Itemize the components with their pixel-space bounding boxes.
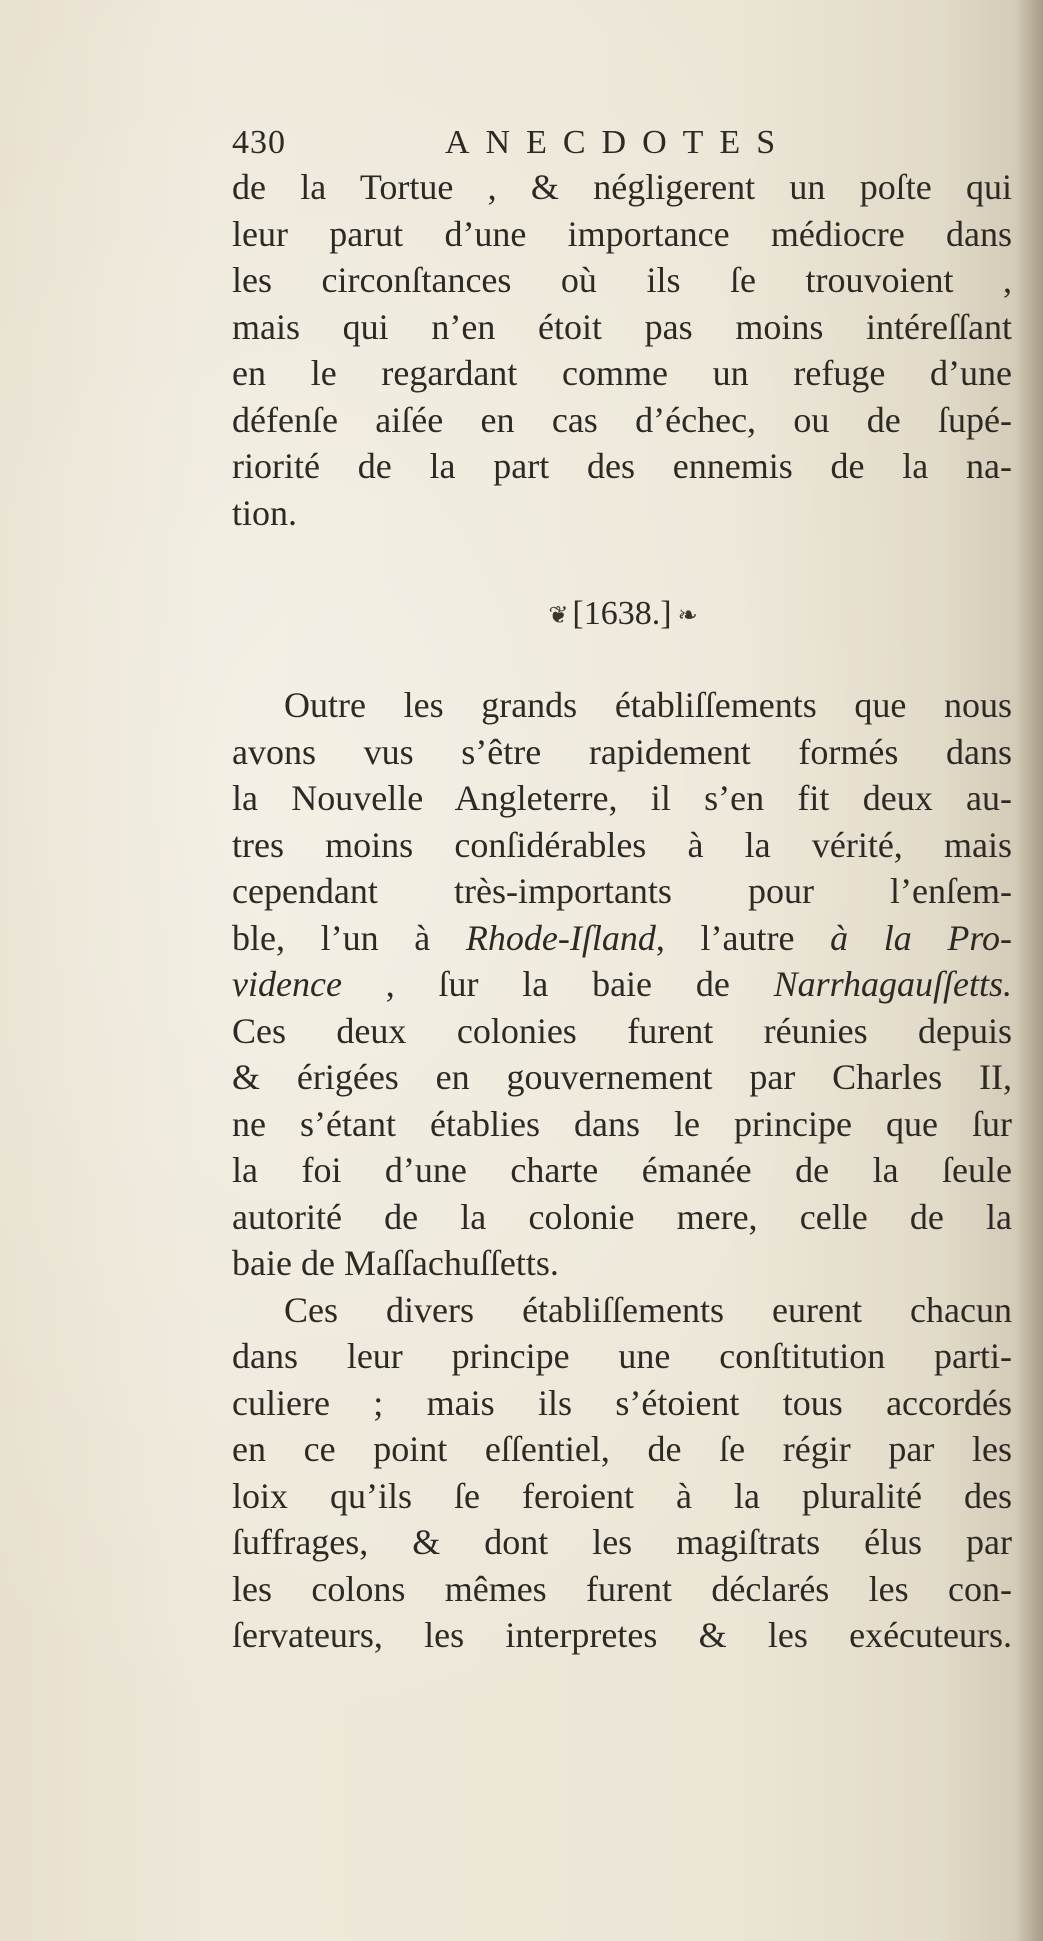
text-line xyxy=(232,961,1012,1008)
place-name-narrhagaussetts: Narrhagauſſetts. xyxy=(773,964,1012,1004)
text-line: ſervateurs, les interpretes & les exécuteurs. xyxy=(232,1615,1012,1655)
page-gutter-shadow xyxy=(1015,0,1043,1941)
running-title: ANECDOTES xyxy=(445,124,792,161)
text-line: Ces divers établiſſements eurent chacun xyxy=(284,1289,1012,1330)
year-label: [1638.] xyxy=(572,595,672,632)
paragraph-2 xyxy=(232,682,1012,1659)
place-name-providence-cont: vidence xyxy=(232,964,342,1004)
text-line: autorité de la colonie mere, celle de la xyxy=(232,1196,1012,1237)
text-line: avons vus s’être rapidement formés dans xyxy=(232,731,1012,772)
text-line: tion. xyxy=(232,492,298,533)
text-line xyxy=(232,915,1012,962)
text-line: cependant très-importants pour l’enſem- xyxy=(232,871,1012,911)
text-line: en ce point eſſentiel, de ſe régir par les xyxy=(232,1429,1012,1469)
text-line: loix qu’ils ſe feroient à la pluralité des xyxy=(232,1475,1012,1516)
text-line: Ces deux colonies furent réunies depuis xyxy=(232,1010,1012,1051)
text-line: de la Tortue , & négligerent un poſte qui xyxy=(232,167,1012,207)
text-line: ne s’étant établies dans le principe que ſur xyxy=(232,1103,1012,1144)
paragraph-1 xyxy=(232,164,1012,536)
text-line: la foi d’une charte émanée de la ſeule xyxy=(232,1150,1012,1190)
text-run: ble, l’un à xyxy=(232,917,466,958)
text-line: & érigées en gouvernement par Charles II, xyxy=(232,1057,1012,1097)
text-line: tres moins conſidérables à la vérité, mais xyxy=(232,824,1012,865)
text-line: mais qui n’en étoit pas moins intéreſſant xyxy=(232,306,1012,347)
text-line: riorité de la part des ennemis de la na- xyxy=(232,446,1012,486)
page-header xyxy=(232,120,832,170)
place-name-providence: à la Pro- xyxy=(830,917,1013,958)
text-line: ſuffrages, & dont les magiſtrats élus par xyxy=(232,1522,1012,1562)
text-line: baie de Maſſachuſſetts. xyxy=(232,1243,559,1283)
page-number: 430 xyxy=(232,124,286,161)
text-line: les colons mêmes furent déclarés les con- xyxy=(232,1568,1012,1609)
year-marker xyxy=(232,588,1012,640)
text-line: la Nouvelle Angleterre, il s’en fit deux au- xyxy=(232,778,1012,818)
text-line: défenſe aiſée en cas d’échec, ou de ſupé- xyxy=(232,399,1012,440)
text-run: , l’autre xyxy=(655,917,831,958)
text-line: les circonſtances où ils ſe trouvoient , xyxy=(232,260,1012,300)
place-name-rhode-island: Rhode-Iſland xyxy=(465,917,656,958)
text-run: , ſur la baie de xyxy=(341,964,774,1004)
text-line: dans leur principe une conſtitution parti- xyxy=(232,1336,1012,1376)
text-line: en le regardant comme un refuge d’une xyxy=(232,353,1012,393)
text-line: Outre les grands établiſſements que nous xyxy=(284,685,1012,725)
text-line: culiere ; mais ils s’étoient tous accordés xyxy=(232,1382,1012,1423)
ornament-left-icon: ❦ xyxy=(548,603,567,630)
ornament-right-icon: ❧ xyxy=(677,603,696,630)
text-line: leur parut d’une importance médiocre dans xyxy=(232,213,1012,254)
